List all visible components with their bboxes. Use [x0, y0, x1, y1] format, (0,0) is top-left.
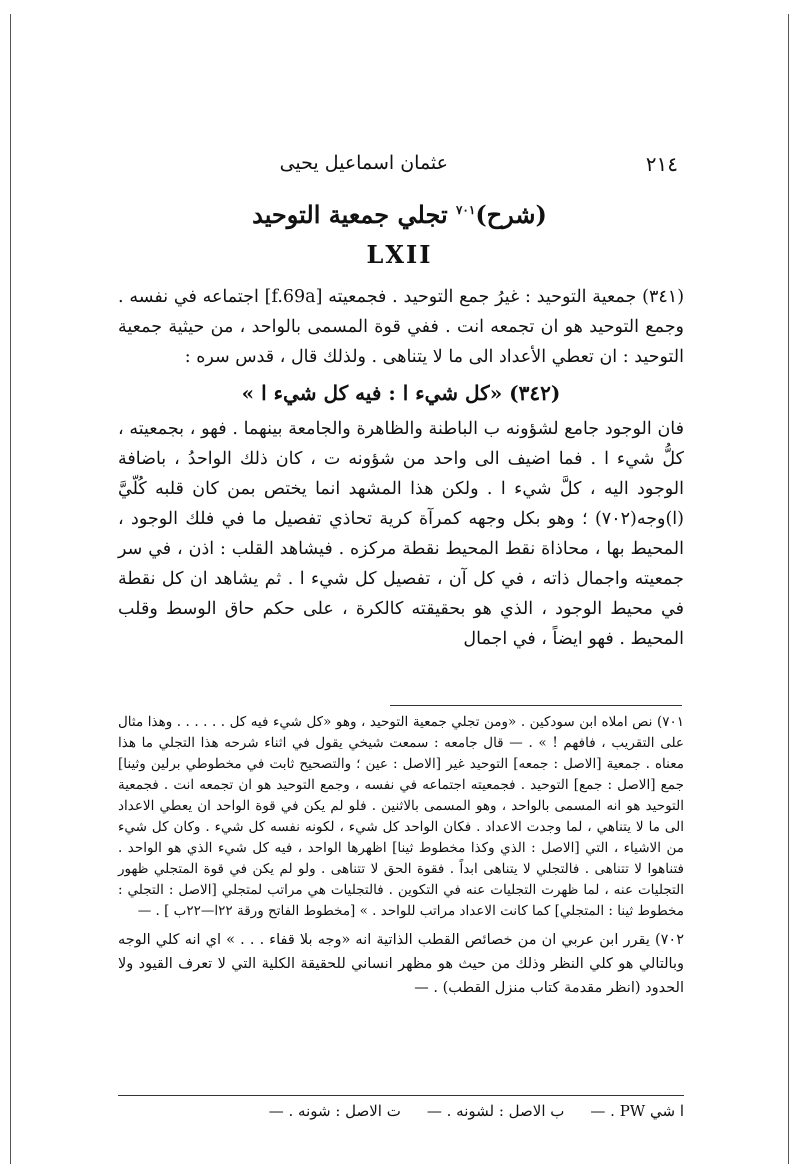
footnote-divider	[390, 705, 682, 706]
scan-border-left	[10, 14, 11, 1164]
chapter-title-note: ٧٠١	[455, 203, 476, 217]
paragraph-341: (٣٤١) جمعية التوحيد : غيرُ جمع التوحيد . فجمعيته [f.69a] اجتماعه في نفسه . وجمع التوحيد هو ان تجمعه انت . ففي قوة المسمى بالواحد ، من حيثية جمعية التوحيد : ان تعطي الأعداد الى ما لا يتناهى . ولذلك قال ، قدس سره :	[118, 287, 685, 367]
variants-divider	[118, 1095, 684, 1096]
chapter-title-text: تجلي جمعية التوحيد	[252, 200, 448, 229]
verse-342: (٣٤٢) «كل شيء ا : فيه كل شيء ا »	[241, 381, 561, 405]
running-head: عثمان اسماعيل يحيى	[279, 152, 448, 174]
variant-t: ت الاصل : شونه . —	[268, 1102, 401, 1120]
main-text	[118, 282, 684, 654]
scan-border-right	[788, 14, 789, 1164]
chapter-title-label: (شرح)	[475, 200, 547, 229]
footnote-702: ٧٠٢) يقرر ابن عربي ان من خصائص القطب الذاتية انه «وجه بلا قفاء . . . » اي انه كلي الوجه وبالتالي هو كلي النظر وذلك من حيث هو مظهر انساني للحقيقة الكلية التي لا تعرف القيود ولا الحدود (انظر مقدمة كتاب منزل القطب) . —	[118, 932, 684, 996]
paragraph-342-commentary: فان الوجود جامع لشؤونه ب الباطنة والظاهرة والجامعة بينهما . فهو ، بجمعيته ، كلُّ شيء ا . فما اضيف الى واحد من شؤونه ت ، كان ذلك الواحدُ ، باضافة الوجود اليه ، كلَّ شيء ا . ولكن هذا المشهد انما يختص بمن كان قلبه كُلّيَّ (ا)وجه(٧٠٢) ؛ وهو بكل وجهه كمرآة كرية تحاذي تفصيل ما في فلك الوجود ، المحيط بها ، محاذاة نقط المحيط نقطة مركزه . فيشاهد القلب : اذن ، في سر جمعيته واجمال ذاته ، في كل آن ، تفصيل كل شيء ا . ثم يشاهد ان كل نقطة في محيط الوجود ، الذي هو بحقيقته كالكرة ، على حكم حاق الوسط وقلب المحيط . فهو ايضاً ، في اجمال	[118, 419, 684, 649]
footnote-701: ٧٠١) نص املاه ابن سودكين . «ومن تجلي جمعية التوحيد ، وهو «كل شيء فيه كل . . . . . . وهذا مثال على التقريب ، فافهم ! » . — قال جامعه : سمعت شيخي يقول في اثناء شرحه هذا التجلي ما هذا معناه . جمعية [الاصل : جمعه] التوحيد غير [الاصل : عين ؛ والتصحيح ثابت في مخطوطي برلين وثينا] جمع [الاصل : جمع] التوحيد . فجمعيته اجتماعه في نفسه ، وجمع التوحيد هو ان تجمعه انت . فجمعية التوحيد هو انه المسمى بالواحد ، وهو المسمى بالاثنين . فلو لم يكن في قوة الواحد ان يعطي الاعداد الى ما لا يتناهي ، لما وجدت الاعداد . فكان الواحد كل شيء ، لكونه نفسه كل شيء . وكان كل شيء من الاشياء ، التي [الاصل : الذي وكذا مخطوط ثينا] اظهرها الواحد ، فيه كل شيء الذي هو الواحد . فتناهوا لا تتناهى . فالتجلي لا يتناهى ابداً . فقوة الحق لا تتناهى . ولو لم يكن في قوة المتجلي ظهور التجليات عنه ، لما ظهرت التجليات عنه في التكوين . فالتجليات هي مراتب لمتجلي [الاصل : التجلي : مخطوط ثينا : المتجلي] كما كانت الاعداد مراتب للواحد . » [مخطوط الفاتح ورقة ٢٢ا—٢٢ب ] . —	[118, 714, 684, 919]
page-header	[118, 150, 678, 180]
apparatus-variants	[118, 1102, 684, 1120]
footnotes	[118, 712, 684, 1006]
variant-a: ا شي PW . —	[590, 1102, 684, 1120]
chapter-title	[118, 200, 681, 229]
chapter-number: LXII	[366, 240, 433, 269]
page-number: ٢١٤	[645, 152, 678, 176]
variant-b: ب الاصل : لشونه . —	[426, 1102, 565, 1120]
